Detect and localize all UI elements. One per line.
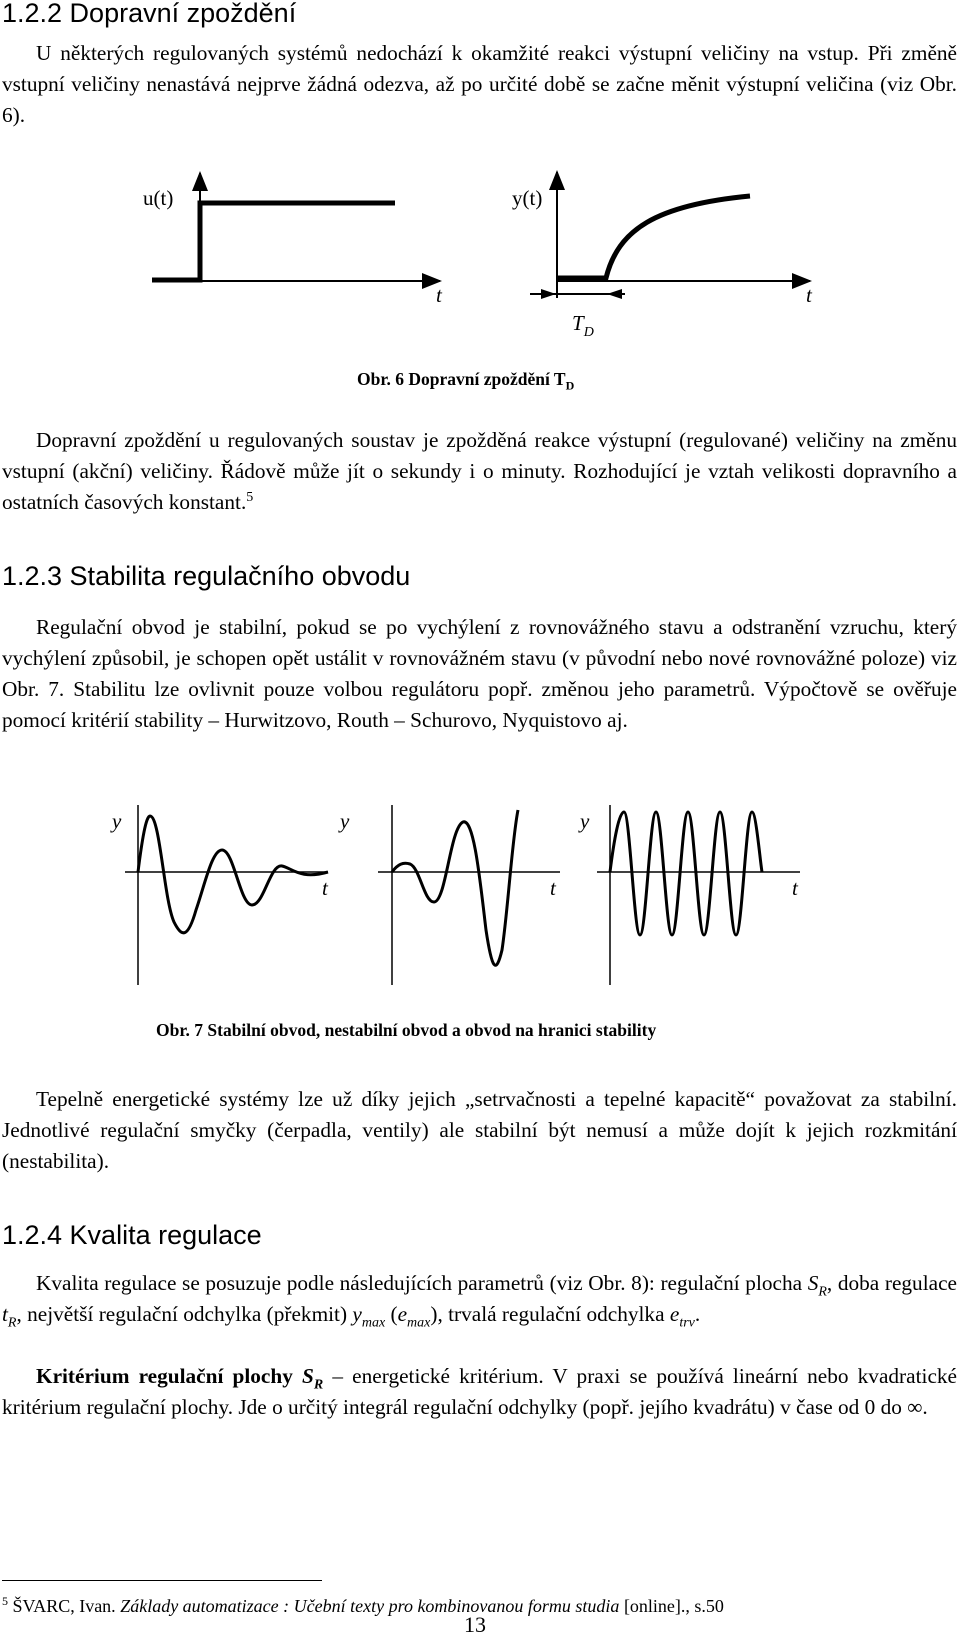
td-label: $T_D$ xyxy=(572,311,594,340)
t-label-left: t xyxy=(436,283,442,307)
curve-marginal xyxy=(610,812,762,935)
figure-7-stability xyxy=(0,800,960,1000)
figure-6-caption: Obr. 6 Dopravní zpoždění $T_D$ xyxy=(357,369,575,393)
footnote-divider xyxy=(2,1580,322,1581)
u-step xyxy=(152,203,395,280)
footnote: $^5$ ŠVARC, Ivan. Základy automatizace : Učební texty pro kombinovanou formu studia [online]., s.50 xyxy=(2,1594,724,1616)
paragraph: U některých regulovaných systémů nedochází k okamžité reakci výstupní veličiny na vstup. Při změně vstupní veličiny nenastává nejprve žádná odezva, až po určité době se začne měnit výstupní veličina (viz Obr. 6). xyxy=(2,41,957,127)
curve-unstable xyxy=(392,810,518,965)
heading-1-2-3: 1.2.3 Stabilita regulačního obvodu xyxy=(2,561,411,591)
svg-text:y: y xyxy=(340,809,350,833)
svg-text:y: y xyxy=(580,809,590,833)
figure-6-transport-delay xyxy=(0,150,960,390)
paragraph: Dopravní zpoždění u regulovaných soustav je zpožděná reakce výstupní (regulované) veličiny na změnu vstupní (akční) veličiny. Řádově může jít o sekundy i o minuty. Rozhodující je vztah velikosti dopravního a ostatních časových konstant.$^5$ xyxy=(2,428,957,514)
svg-text:t: t xyxy=(322,876,328,900)
svg-text:t: t xyxy=(792,876,798,900)
paragraph: Tepelně energetické systémy lze už díky jejich „setrvačnosti a tepelné kapacitě“ považovat za stabilní. Jednotlivé regulační smyčky (čerpadla, ventily) ale stabilní být nemusí a může dojít k jejich rozkmitání (nestabilita). xyxy=(2,1087,957,1173)
figure-7-caption: Obr. 7 Stabilní obvod, nestabilní obvod a obvod na hranici stability xyxy=(156,1020,657,1040)
page-number: 13 xyxy=(464,1612,486,1637)
graph-stable xyxy=(110,805,329,985)
svg-text:y: y xyxy=(112,809,122,833)
u-label: u(t) xyxy=(143,186,174,210)
heading-1-2-2: 1.2.2 Dopravní zpoždění xyxy=(2,0,297,28)
curve-stable xyxy=(138,816,328,933)
paragraph: Regulační obvod je stabilní, pokud se po vychýlení z rovnovážného stavu a odstranění vzruchu, který vychýlení způsobil, je schopen opět ustálit v rovnovážném stavu (v původní nebo nové rovnovážné poloze) viz Obr. 7. Stabilitu lze ovlivnit pouze volbou regulátoru popř. změnou jeho parametrů. Výpočtově se ověřuje pomocí kritérií stability – Hurwitzovo, Routh – Schurovo, Nyquistovo aj. xyxy=(2,615,957,732)
graph-unstable xyxy=(338,805,560,985)
t-label-right: t xyxy=(806,283,812,307)
y-label: y(t) xyxy=(512,186,543,210)
y-response xyxy=(557,196,750,278)
paragraph: Kritérium regulační plochy $S_R$ – energetické kritérium. V praxi se používá lineární nebo kvadratické kritérium regulační plochy. Jde o určitý integrál regulační odchylky (popř. jejího kvadrátu) v čase od 0 do ∞. xyxy=(2,1364,957,1419)
paragraph: Kvalita regulace se posuzuje podle následujících parametrů (viz Obr. 8): regulační plocha $S_R$, doba regulace $t_R$, největší regulační odchylka (překmit) $y_{max}$ $(e_{max})$, trvalá regulační odchylka $e_{trv}$. xyxy=(2,1271,957,1331)
graph-marginal xyxy=(578,805,800,985)
heading-1-2-4: 1.2.4 Kvalita regulace xyxy=(2,1220,262,1250)
svg-text:t: t xyxy=(550,876,556,900)
